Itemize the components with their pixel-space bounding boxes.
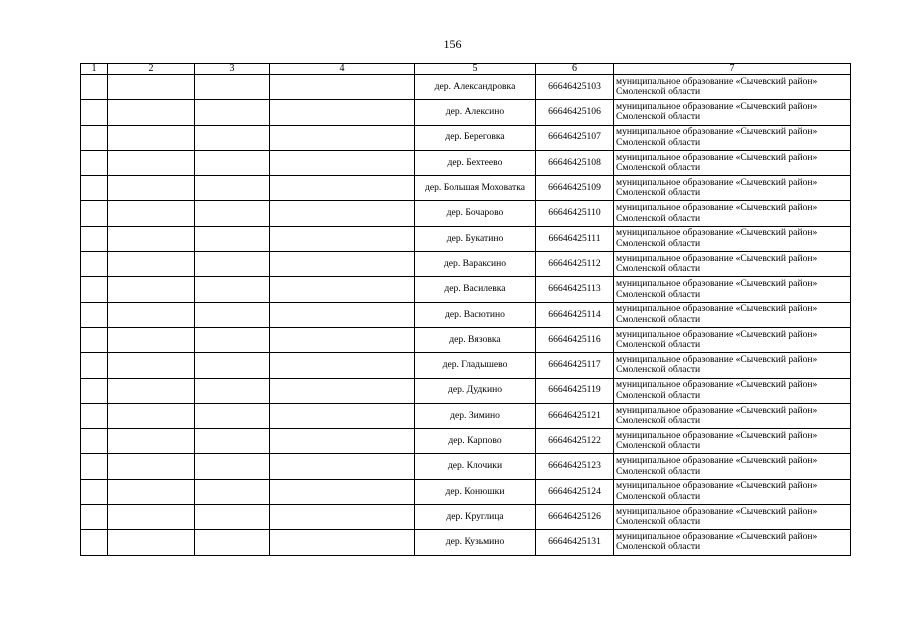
settlement-name: дер. Александровка xyxy=(415,75,536,100)
municipality-line-1: муниципальное образование «Сычевский район» xyxy=(616,252,818,264)
table-row xyxy=(81,454,851,479)
empty-cell-col-3 xyxy=(195,403,270,428)
settlement-name: дер. Васютино xyxy=(415,302,536,327)
empty-cell-col-2 xyxy=(108,505,195,530)
municipality-line-1: муниципальное образование «Сычевский район» xyxy=(616,530,818,542)
empty-cell-col-4 xyxy=(270,150,415,175)
header-col-5: 5 xyxy=(415,64,536,75)
table-row xyxy=(81,277,851,302)
settlement-name: дер. Алексино xyxy=(415,100,536,125)
empty-cell-col-2 xyxy=(108,403,195,428)
table-row xyxy=(81,125,851,150)
settlement-name: дер. Карпово xyxy=(415,429,536,454)
empty-cell-col-2 xyxy=(108,378,195,403)
table-row xyxy=(81,378,851,403)
oktmo-code: 66646425116 xyxy=(536,327,614,352)
header-col-7: 7 xyxy=(614,64,851,75)
municipality-line-2: Смоленской области xyxy=(616,111,701,123)
settlement-name: дер. Вязовка xyxy=(415,327,536,352)
municipality-cell xyxy=(614,125,851,150)
municipality-line-2: Смоленской области xyxy=(616,263,701,275)
municipality-line-1: муниципальное образование «Сычевский район» xyxy=(616,379,818,391)
municipality-cell xyxy=(614,353,851,378)
table-row xyxy=(81,226,851,251)
municipality-line-1: муниципальное образование «Сычевский район» xyxy=(616,455,818,467)
municipality-line-2: Смоленской области xyxy=(616,364,701,376)
empty-cell-col-4 xyxy=(270,176,415,201)
settlement-name: дер. Гладышево xyxy=(415,353,536,378)
empty-cell-col-1 xyxy=(81,100,108,125)
municipality-cell xyxy=(614,100,851,125)
municipality-line-2: Смоленской области xyxy=(616,187,701,199)
municipality-line-1: муниципальное образование «Сычевский район» xyxy=(616,505,818,517)
empty-cell-col-2 xyxy=(108,327,195,352)
municipality-line-2: Смоленской области xyxy=(616,440,701,452)
empty-cell-col-1 xyxy=(81,252,108,277)
oktmo-code: 66646425131 xyxy=(536,530,614,555)
empty-cell-col-1 xyxy=(81,176,108,201)
municipality-cell xyxy=(614,201,851,226)
empty-cell-col-3 xyxy=(195,277,270,302)
empty-cell-col-3 xyxy=(195,100,270,125)
table-row xyxy=(81,429,851,454)
municipality-line-2: Смоленской области xyxy=(616,212,701,224)
empty-cell-col-2 xyxy=(108,75,195,100)
oktmo-code: 66646425122 xyxy=(536,429,614,454)
empty-cell-col-2 xyxy=(108,302,195,327)
municipality-cell xyxy=(614,252,851,277)
empty-cell-col-4 xyxy=(270,454,415,479)
settlement-name: дер. Конюшки xyxy=(415,479,536,504)
municipality-cell xyxy=(614,429,851,454)
table-row xyxy=(81,302,851,327)
municipality-line-1: муниципальное образование «Сычевский район» xyxy=(616,328,818,340)
settlement-name: дер. Бочарово xyxy=(415,201,536,226)
empty-cell-col-4 xyxy=(270,125,415,150)
table-row xyxy=(81,100,851,125)
empty-cell-col-2 xyxy=(108,176,195,201)
settlement-name: дер. Круглица xyxy=(415,505,536,530)
registry-table xyxy=(80,63,851,556)
empty-cell-col-2 xyxy=(108,479,195,504)
empty-cell-col-4 xyxy=(270,226,415,251)
empty-cell-col-1 xyxy=(81,302,108,327)
municipality-line-2: Смоленской области xyxy=(616,465,701,477)
empty-cell-col-2 xyxy=(108,252,195,277)
table-row xyxy=(81,201,851,226)
oktmo-code: 66646425109 xyxy=(536,176,614,201)
oktmo-code: 66646425117 xyxy=(536,353,614,378)
municipality-cell xyxy=(614,150,851,175)
empty-cell-col-2 xyxy=(108,150,195,175)
municipality-line-1: муниципальное образование «Сычевский район» xyxy=(616,202,818,214)
empty-cell-col-1 xyxy=(81,530,108,555)
table-row xyxy=(81,530,851,555)
municipality-line-1: муниципальное образование «Сычевский район» xyxy=(616,100,818,112)
empty-cell-col-4 xyxy=(270,201,415,226)
empty-cell-col-3 xyxy=(195,454,270,479)
empty-cell-col-2 xyxy=(108,100,195,125)
oktmo-code: 66646425110 xyxy=(536,201,614,226)
municipality-cell xyxy=(614,302,851,327)
empty-cell-col-2 xyxy=(108,429,195,454)
header-col-4: 4 xyxy=(270,64,415,75)
oktmo-code: 66646425111 xyxy=(536,226,614,251)
empty-cell-col-1 xyxy=(81,125,108,150)
municipality-line-1: муниципальное образование «Сычевский район» xyxy=(616,126,818,138)
municipality-line-1: муниципальное образование «Сычевский район» xyxy=(616,404,818,416)
settlement-name: дер. Береговка xyxy=(415,125,536,150)
empty-cell-col-4 xyxy=(270,327,415,352)
table-row xyxy=(81,252,851,277)
table-row xyxy=(81,327,851,352)
oktmo-code: 66646425103 xyxy=(536,75,614,100)
header-col-6: 6 xyxy=(536,64,614,75)
municipality-line-2: Смоленской области xyxy=(616,415,701,426)
empty-cell-col-4 xyxy=(270,378,415,403)
municipality-line-2: Смоленской области xyxy=(616,389,701,401)
municipality-line-1: муниципальное образование «Сычевский район» xyxy=(616,278,818,290)
municipality-line-1: муниципальное образование «Сычевский район» xyxy=(616,480,818,492)
empty-cell-col-4 xyxy=(270,353,415,378)
empty-cell-col-3 xyxy=(195,429,270,454)
municipality-cell xyxy=(614,176,851,201)
table-row xyxy=(81,479,851,504)
empty-cell-col-4 xyxy=(270,530,415,555)
empty-cell-col-2 xyxy=(108,353,195,378)
oktmo-code: 66646425124 xyxy=(536,479,614,504)
oktmo-code: 66646425107 xyxy=(536,125,614,150)
settlement-name: дер. Василевка xyxy=(415,277,536,302)
table-row xyxy=(81,176,851,201)
municipality-line-2: Смоленской области xyxy=(616,86,701,98)
empty-cell-col-3 xyxy=(195,176,270,201)
oktmo-code: 66646425112 xyxy=(536,252,614,277)
empty-cell-col-4 xyxy=(270,252,415,277)
municipality-cell xyxy=(614,403,851,428)
municipality-line-1: муниципальное образование «Сычевский район» xyxy=(616,75,818,87)
municipality-line-2: Смоленской области xyxy=(616,541,701,553)
empty-cell-col-2 xyxy=(108,125,195,150)
municipality-cell xyxy=(614,530,851,555)
empty-cell-col-4 xyxy=(270,277,415,302)
empty-cell-col-3 xyxy=(195,252,270,277)
oktmo-code: 66646425126 xyxy=(536,505,614,530)
municipality-line-2: Смоленской области xyxy=(616,136,701,148)
empty-cell-col-3 xyxy=(195,226,270,251)
empty-cell-col-1 xyxy=(81,327,108,352)
empty-cell-col-2 xyxy=(108,454,195,479)
empty-cell-col-1 xyxy=(81,277,108,302)
municipality-cell xyxy=(614,454,851,479)
table-row xyxy=(81,403,851,428)
empty-cell-col-1 xyxy=(81,505,108,530)
oktmo-code: 66646425108 xyxy=(536,150,614,175)
municipality-cell xyxy=(614,75,851,100)
municipality-line-2: Смоленской области xyxy=(616,288,701,300)
municipality-line-2: Смоленской области xyxy=(616,516,701,528)
oktmo-code: 66646425121 xyxy=(536,403,614,428)
settlement-name: дер. Кузьмино xyxy=(415,530,536,555)
empty-cell-col-3 xyxy=(195,505,270,530)
empty-cell-col-3 xyxy=(195,530,270,555)
settlement-name: дер. Дудкино xyxy=(415,378,536,403)
empty-cell-col-3 xyxy=(195,125,270,150)
empty-cell-col-1 xyxy=(81,226,108,251)
settlement-name: дер. Вараксино xyxy=(415,252,536,277)
municipality-line-2: Смоленской области xyxy=(616,162,701,174)
empty-cell-col-1 xyxy=(81,479,108,504)
empty-cell-col-3 xyxy=(195,302,270,327)
settlement-name: дер. Клочики xyxy=(415,454,536,479)
empty-cell-col-3 xyxy=(195,353,270,378)
municipality-line-2: Смоленской области xyxy=(616,490,701,502)
municipality-line-1: муниципальное образование «Сычевский район» xyxy=(616,227,818,239)
table-row xyxy=(81,150,851,175)
empty-cell-col-1 xyxy=(81,378,108,403)
page-number: 156 xyxy=(443,37,462,51)
empty-cell-col-4 xyxy=(270,302,415,327)
empty-cell-col-4 xyxy=(270,100,415,125)
header-col-3: 3 xyxy=(195,64,270,75)
municipality-line-2: Смоленской области xyxy=(616,339,701,351)
settlement-name: дер. Букатино xyxy=(415,226,536,251)
municipality-line-1: муниципальное образование «Сычевский район» xyxy=(616,429,818,441)
empty-cell-col-3 xyxy=(195,479,270,504)
empty-cell-col-4 xyxy=(270,75,415,100)
oktmo-code: 66646425114 xyxy=(536,302,614,327)
municipality-line-1: муниципальное образование «Сычевский район» xyxy=(616,303,818,315)
table-header xyxy=(81,64,851,75)
header-row xyxy=(81,64,851,75)
municipality-cell xyxy=(614,277,851,302)
empty-cell-col-3 xyxy=(195,75,270,100)
empty-cell-col-2 xyxy=(108,226,195,251)
municipality-line-2: Смоленской области xyxy=(616,313,701,325)
municipality-line-1: муниципальное образование «Сычевский район» xyxy=(616,176,818,188)
table-row xyxy=(81,75,851,100)
oktmo-code: 66646425119 xyxy=(536,378,614,403)
oktmo-code: 66646425123 xyxy=(536,454,614,479)
empty-cell-col-1 xyxy=(81,353,108,378)
settlement-name: дер. Бехтеево xyxy=(415,150,536,175)
municipality-cell xyxy=(614,479,851,504)
municipality-line-1: муниципальное образование «Сычевский район» xyxy=(616,353,818,365)
empty-cell-col-1 xyxy=(81,454,108,479)
municipality-cell xyxy=(614,226,851,251)
table-body xyxy=(81,75,851,556)
empty-cell-col-2 xyxy=(108,530,195,555)
empty-cell-col-3 xyxy=(195,327,270,352)
empty-cell-col-2 xyxy=(108,201,195,226)
oktmo-code: 66646425113 xyxy=(536,277,614,302)
settlement-name: дер. Большая Моховатка xyxy=(415,176,536,201)
empty-cell-col-1 xyxy=(81,201,108,226)
table-row xyxy=(81,505,851,530)
empty-cell-col-3 xyxy=(195,378,270,403)
municipality-cell xyxy=(614,505,851,530)
empty-cell-col-2 xyxy=(108,277,195,302)
municipality-cell xyxy=(614,327,851,352)
table-row xyxy=(81,353,851,378)
empty-cell-col-1 xyxy=(81,429,108,454)
municipality-line-2: Смоленской области xyxy=(616,237,701,249)
oktmo-code: 66646425106 xyxy=(536,100,614,125)
empty-cell-col-3 xyxy=(195,201,270,226)
empty-cell-col-4 xyxy=(270,479,415,504)
empty-cell-col-3 xyxy=(195,150,270,175)
settlement-name: дер. Зимино xyxy=(415,403,536,428)
empty-cell-col-4 xyxy=(270,403,415,428)
municipality-line-1: муниципальное образование «Сычевский район» xyxy=(616,151,818,163)
municipality-cell xyxy=(614,378,851,403)
empty-cell-col-1 xyxy=(81,403,108,428)
empty-cell-col-1 xyxy=(81,150,108,175)
header-col-1: 1 xyxy=(81,64,108,75)
empty-cell-col-1 xyxy=(81,75,108,100)
empty-cell-col-4 xyxy=(270,429,415,454)
header-col-2: 2 xyxy=(108,64,195,75)
empty-cell-col-4 xyxy=(270,505,415,530)
